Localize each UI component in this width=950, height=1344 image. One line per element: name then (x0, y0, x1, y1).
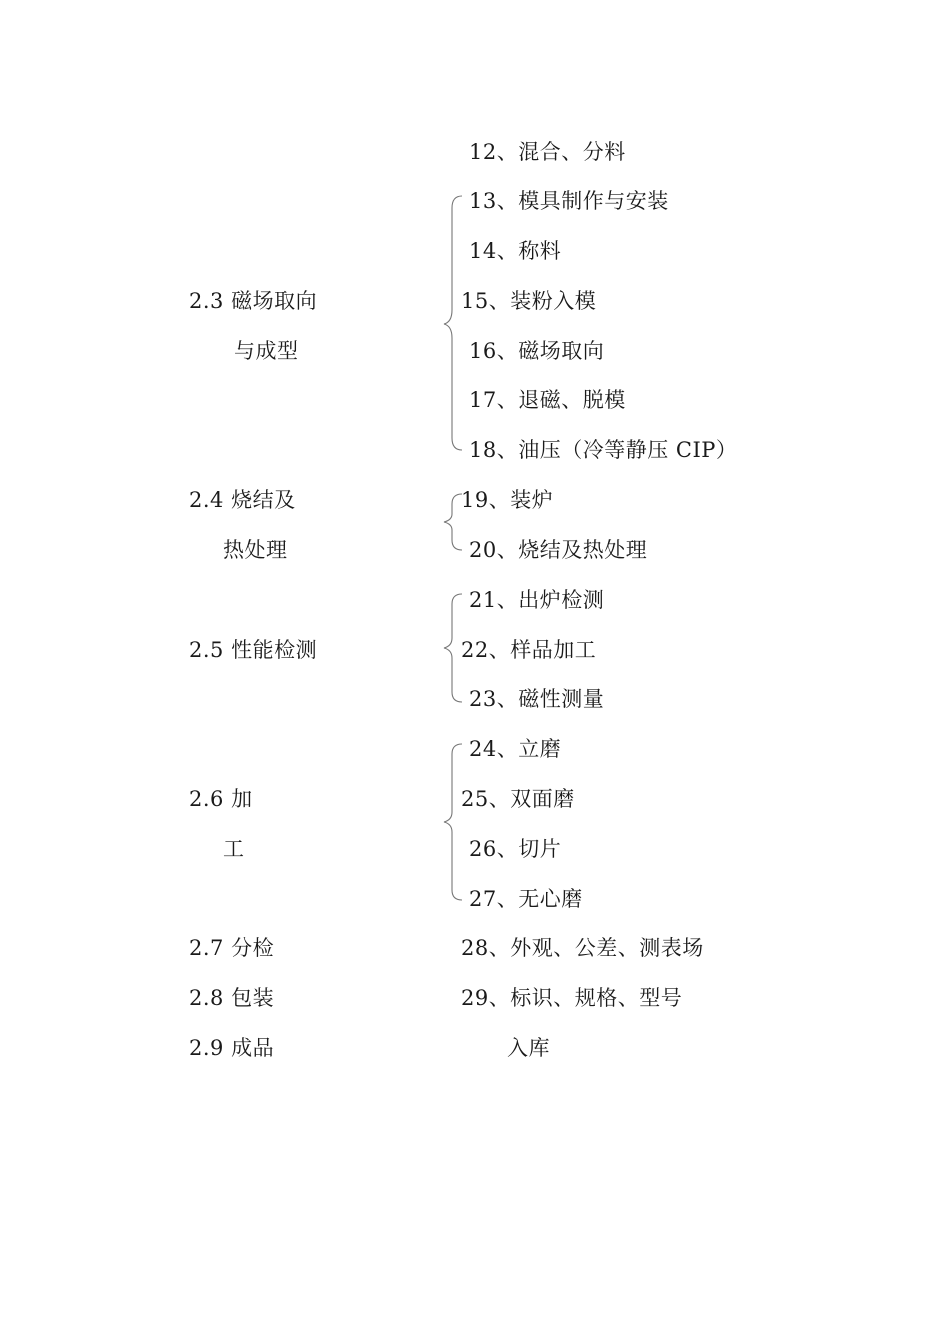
step-20: 20、烧结及热处理 (469, 538, 648, 562)
brace-2-3 (444, 196, 462, 450)
section-2-9: 2.9 成品 (189, 1036, 275, 1060)
section-2-4-line2: 热处理 (223, 538, 288, 562)
section-2-7: 2.7 分检 (189, 936, 275, 960)
step-28: 28、外观、公差、测表场 (461, 936, 704, 960)
section-2-6-line2: 工 (223, 837, 245, 861)
step-24: 24、立磨 (469, 737, 562, 761)
step-29: 29、标识、规格、型号 (461, 986, 683, 1010)
step-27: 27、无心磨 (469, 887, 583, 911)
step-13: 13、模具制作与安装 (469, 189, 669, 213)
step-26: 26、切片 (469, 837, 562, 861)
step-23: 23、磁性测量 (469, 687, 605, 711)
brace-2-5 (444, 594, 462, 702)
section-2-4-line1: 2.4 烧结及 (189, 488, 296, 512)
section-2-5: 2.5 性能检测 (189, 638, 318, 662)
step-22: 22、样品加工 (461, 638, 597, 662)
brace-2-6 (444, 744, 462, 900)
step-17: 17、退磁、脱模 (469, 388, 626, 412)
step-19: 19、装炉 (461, 488, 554, 512)
step-25: 25、双面磨 (461, 787, 575, 811)
brace-2-4 (444, 494, 462, 550)
section-2-6-line1: 2.6 加 (189, 787, 253, 811)
step-21: 21、出炉检测 (469, 588, 605, 612)
step-15: 15、装粉入模 (461, 289, 597, 313)
section-2-3-line1: 2.3 磁场取向 (189, 289, 318, 313)
step-29-continuation: 入库 (507, 1036, 550, 1060)
step-12: 12、混合、分料 (469, 140, 626, 164)
section-2-8: 2.8 包装 (189, 986, 275, 1010)
step-18: 18、油压（冷等静压 CIP） (469, 438, 738, 462)
section-2-3-line2: 与成型 (234, 339, 299, 363)
step-16: 16、磁场取向 (469, 339, 605, 363)
step-14: 14、称料 (469, 239, 562, 263)
